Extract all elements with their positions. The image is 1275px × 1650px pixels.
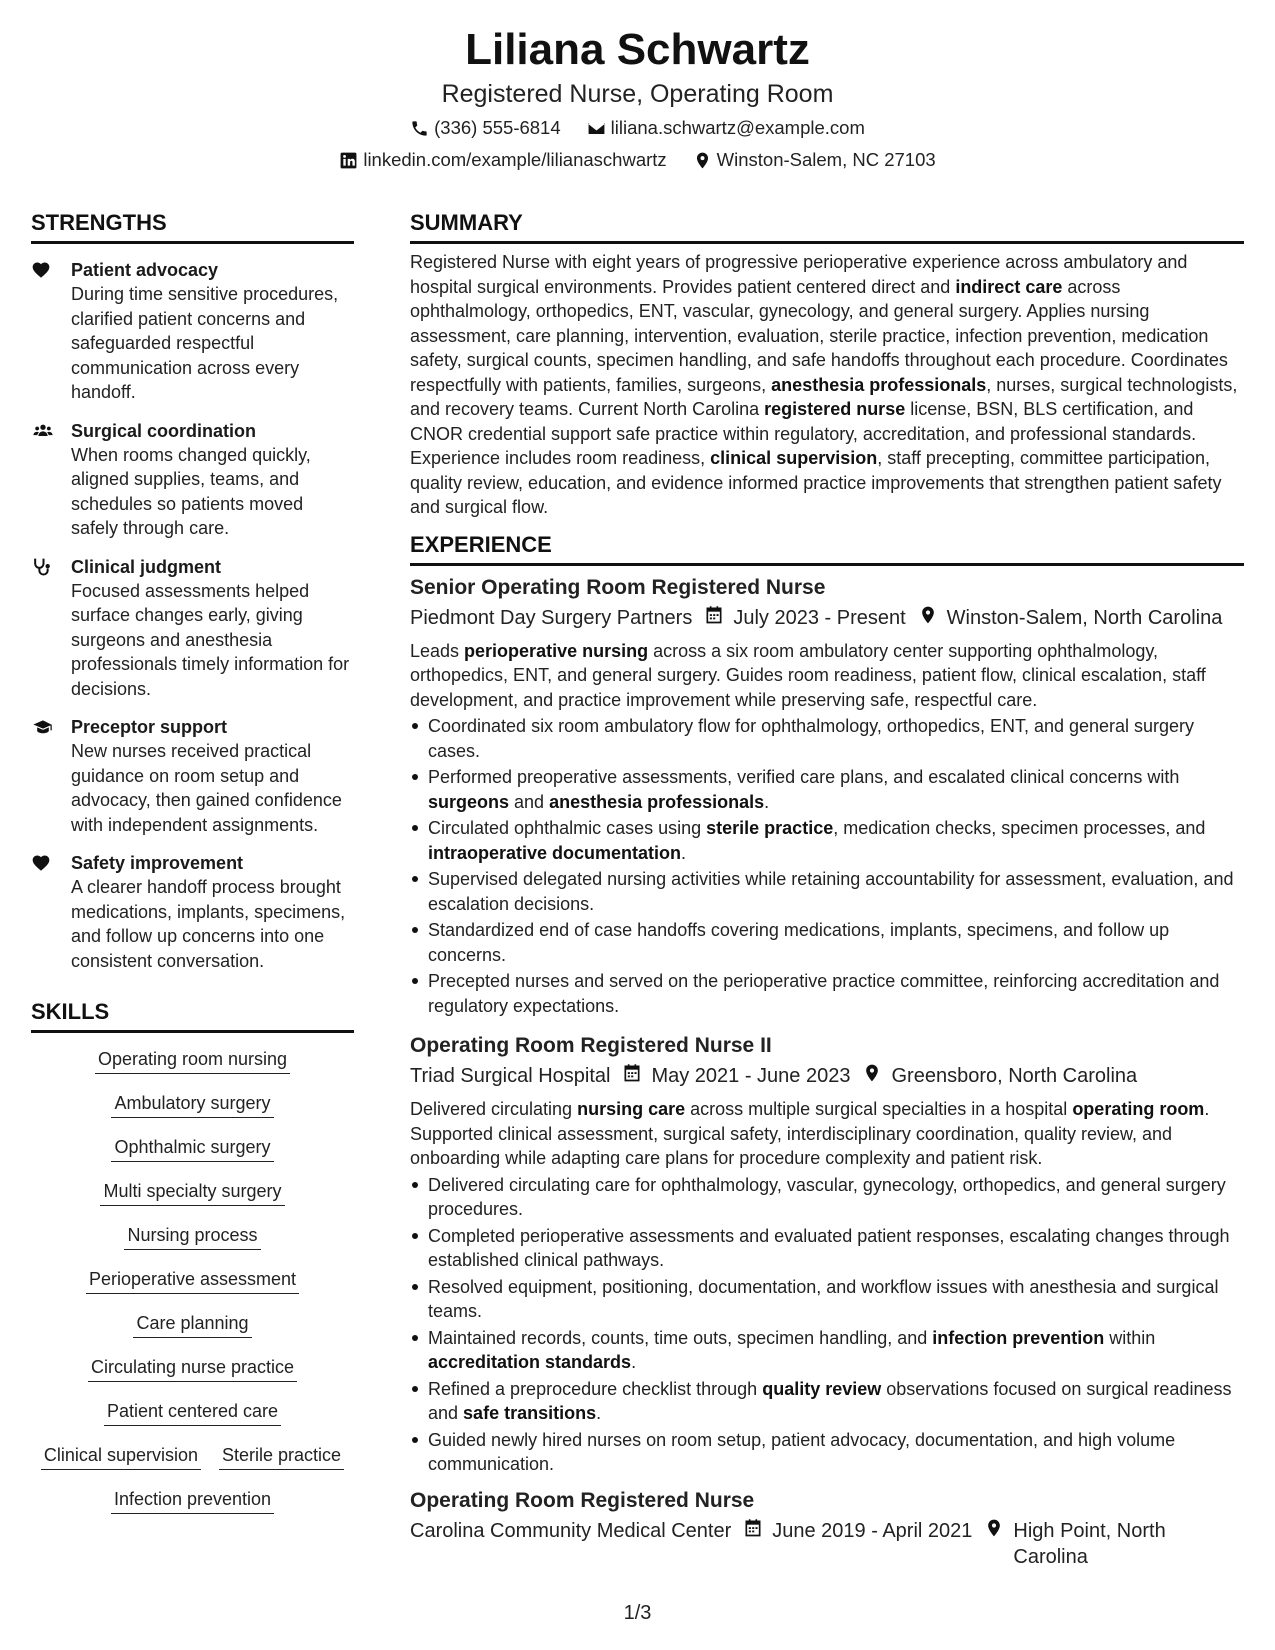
list-item: Supervised delegated nursing activities while retaining accountability for assessment, evaluation, and escalation decisions. xyxy=(410,867,1244,916)
contact-row-2 xyxy=(0,148,1275,172)
list-item: Circulated ophthalmic cases using sterile practice, medication checks, specimen processes, and intraoperative documentation. xyxy=(410,816,1244,865)
calendar-icon xyxy=(704,605,724,625)
job-meta xyxy=(410,1063,1244,1089)
map-pin-icon xyxy=(862,1063,882,1083)
map-pin-icon xyxy=(693,151,712,170)
skill-tag: Clinical supervision xyxy=(41,1443,201,1470)
job-company: Carolina Community Medical Center xyxy=(410,1519,732,1542)
job-company: Triad Surgical Hospital xyxy=(410,1065,611,1087)
left-column xyxy=(31,210,354,1531)
list-item: Maintained records, counts, time outs, specimen handling, and infection prevention within accreditation standards. xyxy=(410,1326,1244,1375)
email-text: liliana.schwartz@example.com xyxy=(610,117,865,138)
summary-text: Registered Nurse with eight years of progressive perioperative experience across ambulatory and hospital surgical environments. Provides patient centered direct and indirect care across ophthalmology, orthopedics, ENT, vascular, gynecology, and general surgery. Applies nursing assessment, care planning, intervention, evaluation, sterile practice, infection prevention, medication safety, surgical counts, specimen handling, and safe handoffs throughout each procedure. Coordinates respectfully with patients, families, surgeons, anesthesia professionals, nurses, surgical technologists, and recovery teams. Current North Carolina registered nurse license, BSN, BLS certification, and CNOR credential support safe practice within regulatory, accreditation, and professional standards. Experience includes room readiness, clinical supervision, staff precepting, committee participation, quality review, education, and evidence informed practice improvements that strengthen patient safety and surgical flow. xyxy=(410,252,1238,517)
job-entry xyxy=(410,574,1244,1019)
job-entry xyxy=(410,1032,1244,1477)
skill-tag: Infection prevention xyxy=(111,1487,274,1514)
strength-title: Safety improvement xyxy=(71,853,244,873)
strength-desc: When rooms changed quickly, aligned supplies, teams, and schedules so patients moved safely through care. xyxy=(71,444,311,538)
job-dates: July 2023 - Present xyxy=(733,606,906,629)
strength-title: Patient advocacy xyxy=(71,260,219,280)
job-title: Operating Room Registered Nurse xyxy=(410,1488,755,1512)
email-contact[interactable] xyxy=(587,116,865,140)
job-description: Delivered circulating nursing care across multiple surgical specialties in a hospital operating room. Supported clinical assessment, surgical safety, interdisciplinary coordination, quality review, and onboarding while adapting care plans for procedure complexity and patient risk. xyxy=(410,1099,1210,1168)
strength-desc: A clearer handoff process brought medications, implants, specimens, and follow up concerns into one consistent conversation. xyxy=(71,877,346,971)
users-icon xyxy=(31,421,55,441)
heart-icon xyxy=(31,260,51,280)
skills-heading: SKILLS xyxy=(31,999,354,1033)
strength-item xyxy=(31,258,354,405)
strength-desc: Focused assessments helped surface changes early, giving surgeons and anesthesia professionals timely information for decisions. xyxy=(71,580,350,699)
skill-tag: Patient centered care xyxy=(104,1399,281,1426)
job-meta xyxy=(410,1518,1244,1570)
strength-item xyxy=(31,851,354,973)
job-dates: May 2021 - June 2023 xyxy=(651,1065,851,1087)
list-item: Refined a preprocedure checklist through quality review observations focused on surgical readiness and safe transitions. xyxy=(410,1377,1244,1426)
contact-row-1 xyxy=(0,116,1275,140)
linkedin-icon xyxy=(339,151,358,170)
strength-title: Surgical coordination xyxy=(71,420,257,441)
list-item: Completed perioperative assessments and evaluated patient responses, escalating changes through established clinical pathways. xyxy=(410,1224,1244,1273)
calendar-icon xyxy=(743,1518,763,1538)
job-location: Winston-Salem, North Carolina xyxy=(946,606,1223,629)
strength-title: Preceptor support xyxy=(71,717,228,737)
linkedin-contact[interactable] xyxy=(339,148,666,172)
job-bullets xyxy=(410,1173,1244,1477)
strength-item xyxy=(31,555,354,702)
stethoscope-icon xyxy=(31,557,51,577)
job-dates: June 2019 - April 2021 xyxy=(772,1519,973,1542)
experience-heading: EXPERIENCE xyxy=(410,532,1244,566)
resume-header xyxy=(0,22,1275,172)
strengths-heading: STRENGTHS xyxy=(31,210,354,244)
skill-tag: Operating room nursing xyxy=(95,1047,290,1074)
strength-desc: New nurses received practical guidance on room setup and advocacy, then gained confidence with independent assignments. xyxy=(71,741,342,835)
heart-icon xyxy=(31,853,51,873)
page-number: 1/3 xyxy=(623,1602,652,1624)
list-item: Standardized end of case handoffs covering medications, implants, specimens, and follow up concerns. xyxy=(410,918,1244,967)
strength-item xyxy=(31,715,354,837)
job-bullets xyxy=(410,714,1244,1018)
map-pin-icon xyxy=(918,605,938,625)
location-text: Winston-Salem, NC 27103 xyxy=(716,149,936,170)
job-meta xyxy=(410,605,1244,631)
strength-title: Clinical judgment xyxy=(71,556,222,577)
job-title: Senior Operating Room Registered Nurse xyxy=(410,575,826,599)
envelope-icon xyxy=(587,119,606,138)
strength-desc: During time sensitive procedures, clarified patient concerns and safeguarded respectful communication across every handoff. xyxy=(71,284,339,402)
skill-tag: Care planning xyxy=(133,1311,251,1338)
skill-tag: Circulating nurse practice xyxy=(88,1355,297,1382)
linkedin-text: linkedin.com/example/lilianaschwartz xyxy=(363,149,667,170)
right-column xyxy=(410,210,1244,1570)
phone-text: (336) 555-6814 xyxy=(434,117,561,138)
job-title: Operating Room Registered Nurse II xyxy=(410,1034,772,1057)
list-item: Guided newly hired nurses on room setup, patient advocacy, documentation, and high volume communication. xyxy=(410,1428,1244,1477)
phone-icon xyxy=(410,119,429,138)
list-item: Precepted nurses and served on the perioperative practice committee, reinforcing accreditation and regulatory expectations. xyxy=(410,969,1244,1018)
job-location: High Point, North Carolina xyxy=(1013,1519,1166,1568)
list-item: Delivered circulating care for ophthalmology, vascular, gynecology, orthopedics, and general surgery procedures. xyxy=(410,1173,1244,1222)
map-pin-icon xyxy=(984,1518,1004,1538)
list-item: Coordinated six room ambulatory flow for ophthalmology, orthopedics, ENT, and general surgery cases. xyxy=(410,714,1244,763)
list-item: Performed preoperative assessments, verified care plans, and escalated clinical concerns with surgeons and anesthesia professionals. xyxy=(410,765,1244,814)
skill-tag: Ambulatory surgery xyxy=(111,1091,273,1118)
phone-contact[interactable] xyxy=(410,116,561,140)
skill-tag: Sterile practice xyxy=(219,1443,344,1470)
skill-tag: Ophthalmic surgery xyxy=(111,1135,273,1162)
job-location: Greensboro, North Carolina xyxy=(891,1065,1138,1087)
calendar-icon xyxy=(622,1063,642,1083)
summary-heading: SUMMARY xyxy=(410,210,1244,244)
skill-tag: Multi specialty surgery xyxy=(100,1179,284,1206)
graduation-cap-icon xyxy=(31,717,55,737)
skill-tag: Nursing process xyxy=(124,1223,260,1250)
job-entry xyxy=(410,1487,1244,1570)
job-description: Leads perioperative nursing across a six room ambulatory center supporting ophthalmology, orthopedics, ENT, and general surgery. Guides room readiness, patient flow, clinical escalation, staff development, and practice improvement while preserving safe, respectful care. xyxy=(410,640,1206,710)
location-contact xyxy=(693,148,936,172)
candidate-name: Liliana Schwartz xyxy=(465,25,810,74)
skills-list xyxy=(31,1047,354,1514)
strength-item xyxy=(31,419,354,541)
job-company: Piedmont Day Surgery Partners xyxy=(410,606,693,629)
candidate-role: Registered Nurse, Operating Room xyxy=(441,80,834,108)
skill-tag: Perioperative assessment xyxy=(86,1267,299,1294)
list-item: Resolved equipment, positioning, documentation, and workflow issues with anesthesia and surgical teams. xyxy=(410,1275,1244,1324)
